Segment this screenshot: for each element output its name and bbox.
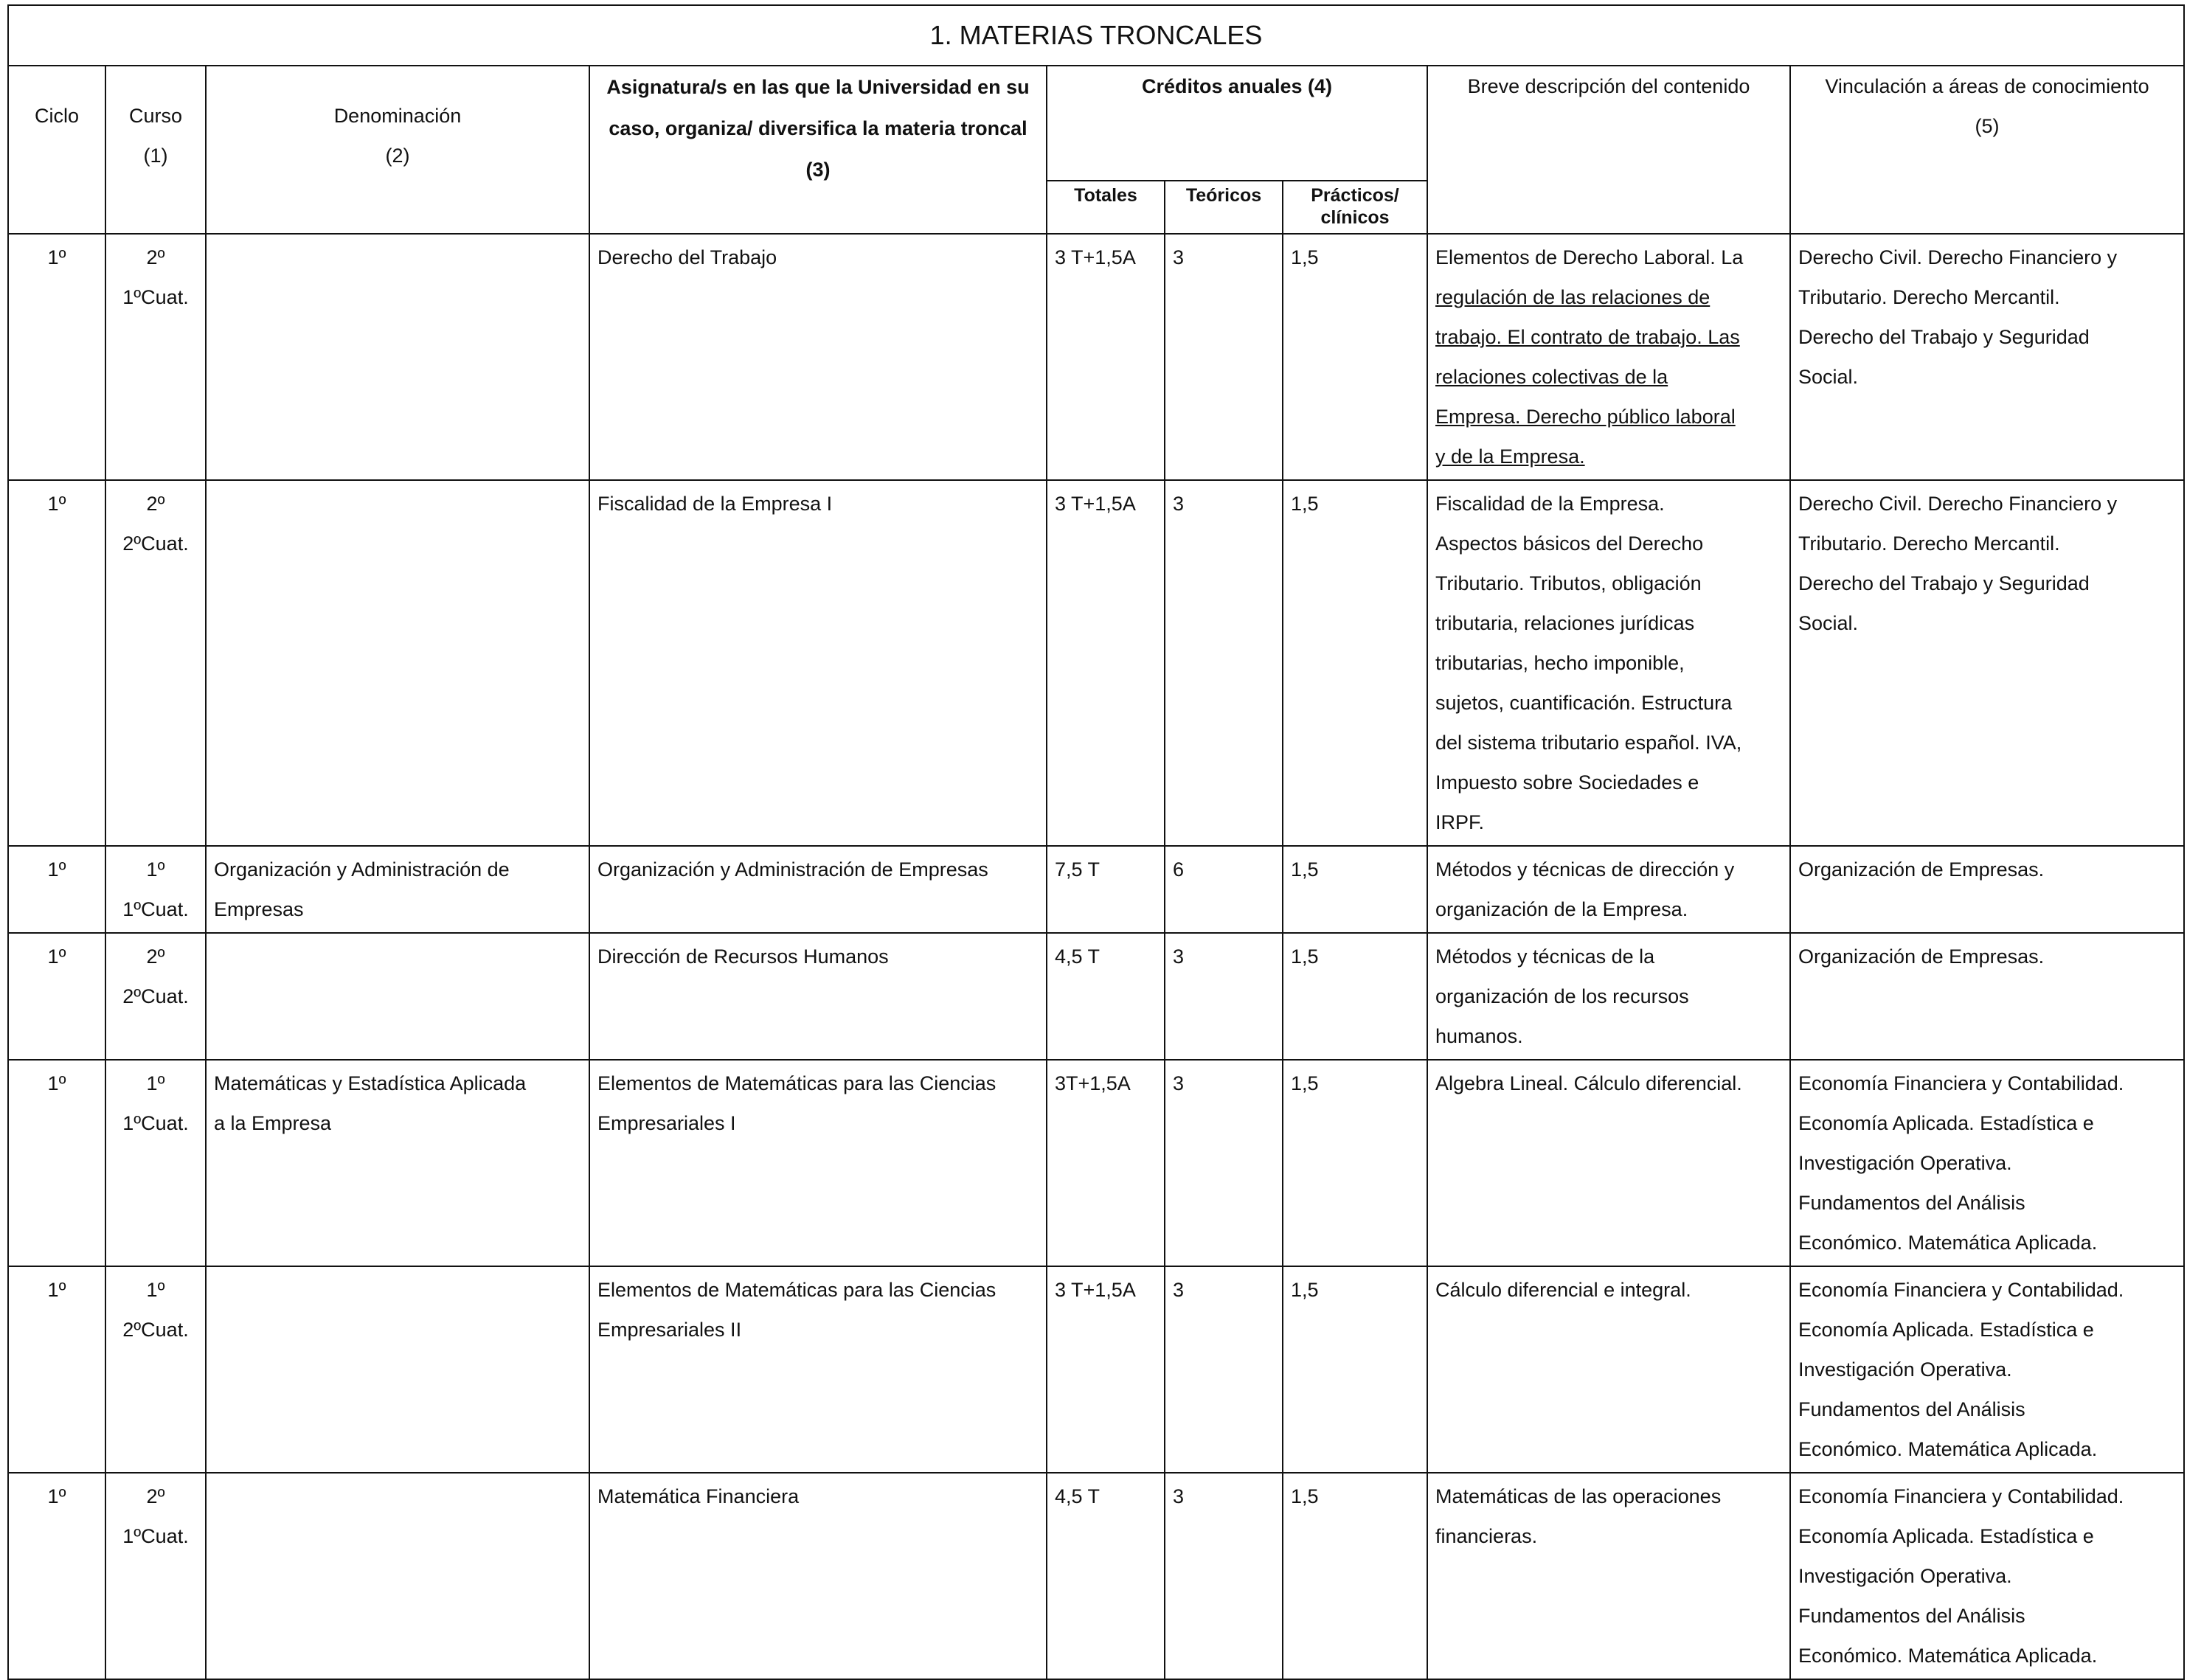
cell-ciclo — [8, 1473, 105, 1679]
descripcion-line: trabajo. El contrato de trabajo. Las — [1435, 326, 1740, 348]
header-denominacion: Denominación (2) — [206, 66, 589, 234]
teoricos-value: 3 — [1173, 1485, 1185, 1507]
header-ciclo: Ciclo — [8, 66, 105, 234]
vinculacion-line: Investigación Operativa. — [1798, 1152, 2012, 1174]
table-row — [8, 933, 2184, 1060]
vinculacion-line: Fundamentos del Análisis — [1798, 1605, 2025, 1627]
descripcion-line: Fiscalidad de la Empresa. — [1435, 493, 1665, 515]
cell-curso — [105, 1060, 206, 1266]
header-totales: Totales — [1047, 181, 1165, 234]
table-row — [8, 1266, 2184, 1473]
curso-line: 1ºCuat. — [122, 898, 189, 920]
cell-curso — [105, 1266, 206, 1473]
cell-asignatura — [589, 234, 1047, 480]
cell-practicos — [1283, 234, 1427, 480]
practicos-value: 1,5 — [1291, 246, 1319, 268]
cell-denominacion — [206, 933, 589, 1060]
cell-totales — [1047, 846, 1165, 933]
practicos-value: 1,5 — [1291, 1072, 1319, 1094]
cell-ciclo — [8, 846, 105, 933]
asignatura-line: Matemática Financiera — [597, 1485, 800, 1507]
descripcion-line: organización de los recursos — [1435, 985, 1689, 1007]
practicos-value: 1,5 — [1291, 493, 1319, 515]
cell-vinculacion — [1790, 1266, 2184, 1473]
cell-teoricos — [1165, 1060, 1283, 1266]
vinculacion-line: Economía Aplicada. Estadística e — [1798, 1525, 2094, 1547]
ciclo-value: 1º — [47, 1485, 66, 1507]
vinculacion-line: Derecho del Trabajo y Seguridad — [1798, 572, 2090, 594]
ciclo-value: 1º — [47, 493, 66, 515]
descripcion-line: tributarias, hecho imponible, — [1435, 652, 1685, 674]
cell-teoricos — [1165, 234, 1283, 480]
descripcion-line: relaciones colectivas de la — [1435, 366, 1668, 388]
cell-denominacion — [206, 234, 589, 480]
cell-descripcion — [1427, 1266, 1790, 1473]
cell-totales — [1047, 234, 1165, 480]
asignatura-line: Organización y Administración de Empresas — [597, 858, 988, 881]
curso-line: 1º — [146, 1279, 165, 1301]
descripcion-line: Impuesto sobre Sociedades e — [1435, 771, 1699, 794]
cell-teoricos — [1165, 846, 1283, 933]
vinculacion-line: Organización de Empresas. — [1798, 945, 2045, 968]
cell-teoricos — [1165, 480, 1283, 846]
cell-asignatura — [589, 1266, 1047, 1473]
cell-asignatura — [589, 1473, 1047, 1679]
ciclo-value: 1º — [47, 1072, 66, 1094]
cell-teoricos — [1165, 1473, 1283, 1679]
descripcion-line: Tributario. Tributos, obligación — [1435, 572, 1702, 594]
troncales-table — [7, 4, 2185, 1680]
curso-line: 2ºCuat. — [122, 1319, 189, 1341]
vinculacion-line: Fundamentos del Análisis — [1798, 1398, 2025, 1420]
asignatura-line: Elementos de Matemáticas para las Ciencias — [597, 1072, 997, 1094]
cell-ciclo — [8, 234, 105, 480]
asignatura-line: Empresariales I — [597, 1112, 736, 1134]
vinculacion-line: Investigación Operativa. — [1798, 1358, 2012, 1381]
descripcion-line: regulación de las relaciones de — [1435, 286, 1711, 308]
cell-ciclo — [8, 1060, 105, 1266]
cell-curso — [105, 846, 206, 933]
cell-vinculacion — [1790, 1060, 2184, 1266]
cell-asignatura — [589, 480, 1047, 846]
vinculacion-line: Organización de Empresas. — [1798, 858, 2045, 881]
descripcion-line: Cálculo diferencial e integral. — [1435, 1279, 1691, 1301]
practicos-value: 1,5 — [1291, 1485, 1319, 1507]
teoricos-value: 3 — [1173, 1072, 1185, 1094]
vinculacion-line: Tributario. Derecho Mercantil. — [1798, 286, 2060, 308]
cell-vinculacion — [1790, 933, 2184, 1060]
curso-line: 2ºCuat. — [122, 985, 189, 1007]
curso-line: 1ºCuat. — [122, 1525, 189, 1547]
curso-line: 1º — [146, 858, 165, 881]
practicos-value: 1,5 — [1291, 945, 1319, 968]
table-body — [8, 234, 2184, 1679]
curso-line: 2º — [146, 246, 165, 268]
descripcion-line: y de la Empresa. — [1435, 445, 1585, 468]
cell-practicos — [1283, 1060, 1427, 1266]
descripcion-line: tributaria, relaciones jurídicas — [1435, 612, 1695, 634]
cell-denominacion — [206, 846, 589, 933]
cell-descripcion — [1427, 846, 1790, 933]
practicos-value: 1,5 — [1291, 858, 1319, 881]
cell-vinculacion — [1790, 1473, 2184, 1679]
descripcion-line: Aspectos básicos del Derecho — [1435, 532, 1704, 555]
asignatura-line: Dirección de Recursos Humanos — [597, 945, 889, 968]
descripcion-line: financieras. — [1435, 1525, 1538, 1547]
cell-teoricos — [1165, 1266, 1283, 1473]
vinculacion-line: Social. — [1798, 366, 1859, 388]
totales-value: 3T+1,5A — [1055, 1072, 1131, 1094]
ciclo-value: 1º — [47, 1279, 66, 1301]
denominacion-line: Empresas — [214, 898, 304, 920]
header-asignatura: Asignatura/s en las que la Universidad en su caso, organiza/ diversifica la materia troncal (3) — [589, 66, 1047, 234]
cell-ciclo — [8, 1266, 105, 1473]
cell-practicos — [1283, 1266, 1427, 1473]
cell-totales — [1047, 1060, 1165, 1266]
descripcion-line: Matemáticas de las operaciones — [1435, 1485, 1722, 1507]
cell-practicos — [1283, 1473, 1427, 1679]
totales-value: 4,5 T — [1055, 945, 1101, 968]
totales-value: 3 T+1,5A — [1055, 493, 1136, 515]
header-descripcion: Breve descripción del contenido — [1427, 66, 1790, 234]
curso-line: 1ºCuat. — [122, 286, 189, 308]
table-title: 1. MATERIAS TRONCALES — [8, 5, 2184, 66]
vinculacion-line: Fundamentos del Análisis — [1798, 1192, 2025, 1214]
descripcion-line: del sistema tributario español. IVA, — [1435, 732, 1742, 754]
denominacion-line: Organización y Administración de — [214, 858, 510, 881]
vinculacion-line: Económico. Matemática Aplicada. — [1798, 1645, 2098, 1667]
table-row — [8, 234, 2184, 480]
cell-totales — [1047, 1266, 1165, 1473]
asignatura-line: Empresariales II — [597, 1319, 742, 1341]
vinculacion-line: Economía Financiera y Contabilidad. — [1798, 1485, 2124, 1507]
cell-descripcion — [1427, 480, 1790, 846]
ciclo-value: 1º — [47, 246, 66, 268]
ciclo-value: 1º — [47, 945, 66, 968]
totales-value: 7,5 T — [1055, 858, 1101, 881]
header-teoricos: Teóricos — [1165, 181, 1283, 234]
vinculacion-line: Economía Aplicada. Estadística e — [1798, 1319, 2094, 1341]
header-practicos: Prácticos/ clínicos — [1283, 181, 1427, 234]
teoricos-value: 6 — [1173, 858, 1185, 881]
cell-vinculacion — [1790, 846, 2184, 933]
cell-totales — [1047, 480, 1165, 846]
vinculacion-line: Derecho del Trabajo y Seguridad — [1798, 326, 2090, 348]
descripcion-line: IRPF. — [1435, 811, 1485, 833]
header-vinculacion: Vinculación a áreas de conocimiento (5) — [1790, 66, 2184, 234]
descripcion-line: Elementos de Derecho Laboral. La — [1435, 246, 1744, 268]
header-curso: Curso (1) — [105, 66, 206, 234]
cell-asignatura — [589, 1060, 1047, 1266]
cell-denominacion — [206, 1266, 589, 1473]
cell-descripcion — [1427, 234, 1790, 480]
teoricos-value: 3 — [1173, 493, 1185, 515]
totales-value: 3 T+1,5A — [1055, 246, 1136, 268]
vinculacion-line: Derecho Civil. Derecho Financiero y — [1798, 246, 2118, 268]
curso-line: 2º — [146, 1485, 165, 1507]
document-page — [7, 4, 2183, 1667]
vinculacion-line: Social. — [1798, 612, 1859, 634]
cell-denominacion — [206, 1473, 589, 1679]
ciclo-value: 1º — [47, 858, 66, 881]
curso-line: 2º — [146, 493, 165, 515]
teoricos-value: 3 — [1173, 945, 1185, 968]
cell-vinculacion — [1790, 234, 2184, 480]
cell-practicos — [1283, 933, 1427, 1060]
cell-denominacion — [206, 480, 589, 846]
asignatura-line: Fiscalidad de la Empresa I — [597, 493, 833, 515]
vinculacion-line: Derecho Civil. Derecho Financiero y — [1798, 493, 2118, 515]
asignatura-line: Elementos de Matemáticas para las Ciencias — [597, 1279, 997, 1301]
vinculacion-line: Economía Aplicada. Estadística e — [1798, 1112, 2094, 1134]
denominacion-line: a la Empresa — [214, 1112, 332, 1134]
header-creditos: Créditos anuales (4) — [1047, 66, 1427, 181]
descripcion-line: Algebra Lineal. Cálculo diferencial. — [1435, 1072, 1742, 1094]
vinculacion-line: Tributario. Derecho Mercantil. — [1798, 532, 2060, 555]
descripcion-line: Métodos y técnicas de dirección y — [1435, 858, 1735, 881]
table-row — [8, 480, 2184, 846]
cell-totales — [1047, 1473, 1165, 1679]
cell-totales — [1047, 933, 1165, 1060]
curso-line: 1ºCuat. — [122, 1112, 189, 1134]
curso-line: 1º — [146, 1072, 165, 1094]
cell-curso — [105, 1473, 206, 1679]
cell-practicos — [1283, 846, 1427, 933]
curso-line: 2ºCuat. — [122, 532, 189, 555]
cell-descripcion — [1427, 1473, 1790, 1679]
totales-value: 4,5 T — [1055, 1485, 1101, 1507]
descripcion-line: organización de la Empresa. — [1435, 898, 1688, 920]
cell-descripcion — [1427, 933, 1790, 1060]
vinculacion-line: Investigación Operativa. — [1798, 1565, 2012, 1587]
asignatura-line: Derecho del Trabajo — [597, 246, 777, 268]
teoricos-value: 3 — [1173, 246, 1185, 268]
cell-curso — [105, 480, 206, 846]
cell-practicos — [1283, 480, 1427, 846]
cell-descripcion — [1427, 1060, 1790, 1266]
cell-teoricos — [1165, 933, 1283, 1060]
descripcion-line: humanos. — [1435, 1025, 1523, 1047]
cell-ciclo — [8, 480, 105, 846]
practicos-value: 1,5 — [1291, 1279, 1319, 1301]
cell-ciclo — [8, 933, 105, 1060]
cell-asignatura — [589, 933, 1047, 1060]
table-row — [8, 1473, 2184, 1679]
denominacion-line: Matemáticas y Estadística Aplicada — [214, 1072, 527, 1094]
cell-vinculacion — [1790, 480, 2184, 846]
descripcion-line: Métodos y técnicas de la — [1435, 945, 1655, 968]
cell-curso — [105, 234, 206, 480]
descripcion-line: sujetos, cuantificación. Estructura — [1435, 692, 1733, 714]
descripcion-line: Empresa. Derecho público laboral — [1435, 406, 1736, 428]
teoricos-value: 3 — [1173, 1279, 1185, 1301]
cell-curso — [105, 933, 206, 1060]
vinculacion-line: Economía Financiera y Contabilidad. — [1798, 1279, 2124, 1301]
cell-denominacion — [206, 1060, 589, 1266]
cell-asignatura — [589, 846, 1047, 933]
curso-line: 2º — [146, 945, 165, 968]
vinculacion-line: Económico. Matemática Aplicada. — [1798, 1232, 2098, 1254]
table-row — [8, 846, 2184, 933]
table-row — [8, 1060, 2184, 1266]
vinculacion-line: Economía Financiera y Contabilidad. — [1798, 1072, 2124, 1094]
totales-value: 3 T+1,5A — [1055, 1279, 1136, 1301]
vinculacion-line: Económico. Matemática Aplicada. — [1798, 1438, 2098, 1460]
